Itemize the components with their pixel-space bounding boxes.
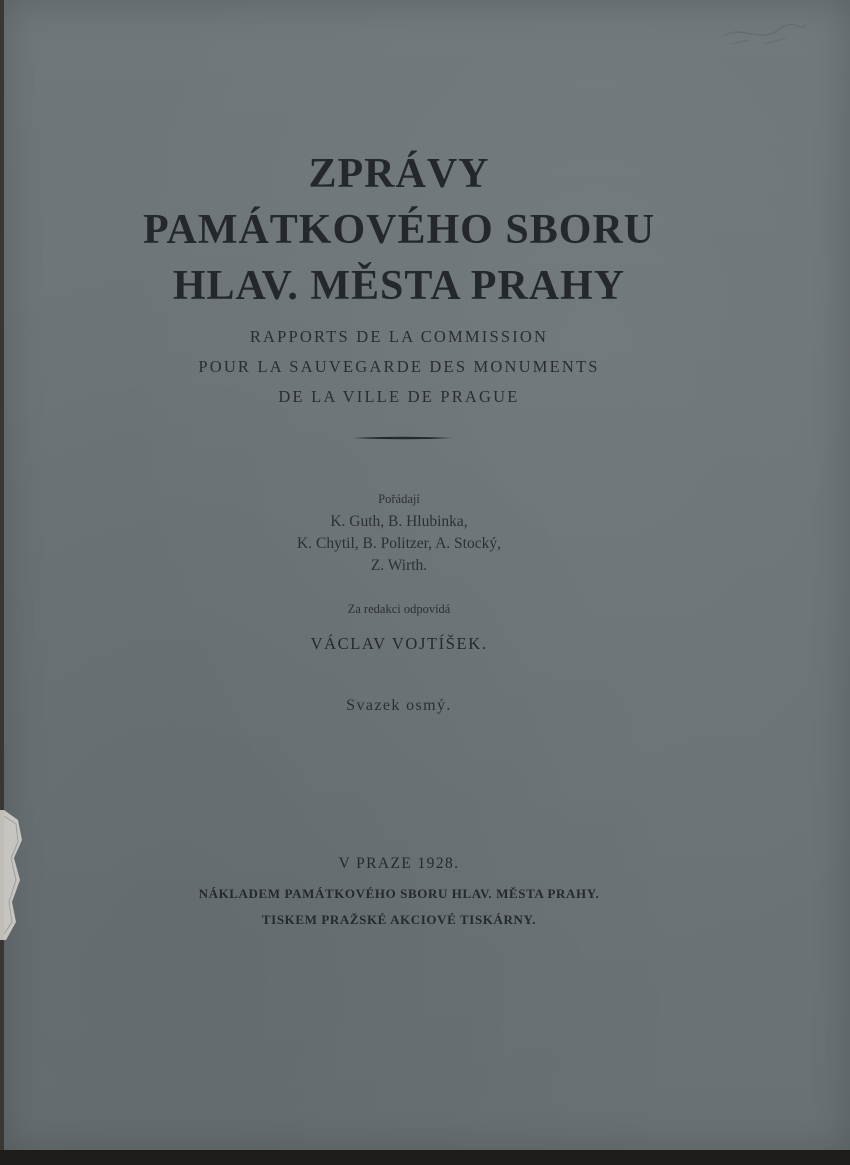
scan-bottom-edge [0, 1150, 850, 1165]
organizers-label: Pořádají [378, 492, 420, 506]
title-line-2: PAMÁTKOVÉHO SBORU [142, 207, 656, 253]
title-line-3: HLAV. MĚSTA PRAHY [172, 263, 626, 309]
torn-edge [0, 810, 30, 940]
editor-name: VÁCLAV VOJTÍŠEK. [310, 634, 488, 653]
pencil-mark-icon [720, 14, 810, 54]
editor-label: Za redakci odpovídá [347, 602, 451, 616]
french-subtitle-line-3: DE LA VILLE DE PRAGUE [278, 387, 520, 406]
ornamental-divider [353, 436, 453, 440]
french-subtitle-line-1: RAPPORTS DE LA COMMISSION [249, 327, 549, 346]
organizers-line-2: K. Chytil, B. Politzer, A. Stocký, [297, 535, 501, 552]
organizers-line-1: K. Guth, B. Hlubinka, [330, 513, 468, 530]
french-subtitle-line-2: POUR LA SAUVEGARDE DES MONUMENTS [198, 357, 600, 376]
organizers-line-3: Z. Wirth. [370, 557, 428, 574]
title-line-1: ZPRÁVY [308, 151, 490, 197]
imprint-printer: TISKEM PRAŽSKÉ AKCIOVÉ TISKÁRNY. [261, 912, 537, 927]
imprint-publisher: NÁKLADEM PAMÁTKOVÉHO SBORU HLAV. MĚSTA PRAHY. [198, 886, 600, 901]
imprint-place-year: V PRAZE 1928. [338, 855, 460, 872]
book-cover [4, 0, 850, 1152]
volume-label: Svazek osmý. [346, 697, 452, 714]
